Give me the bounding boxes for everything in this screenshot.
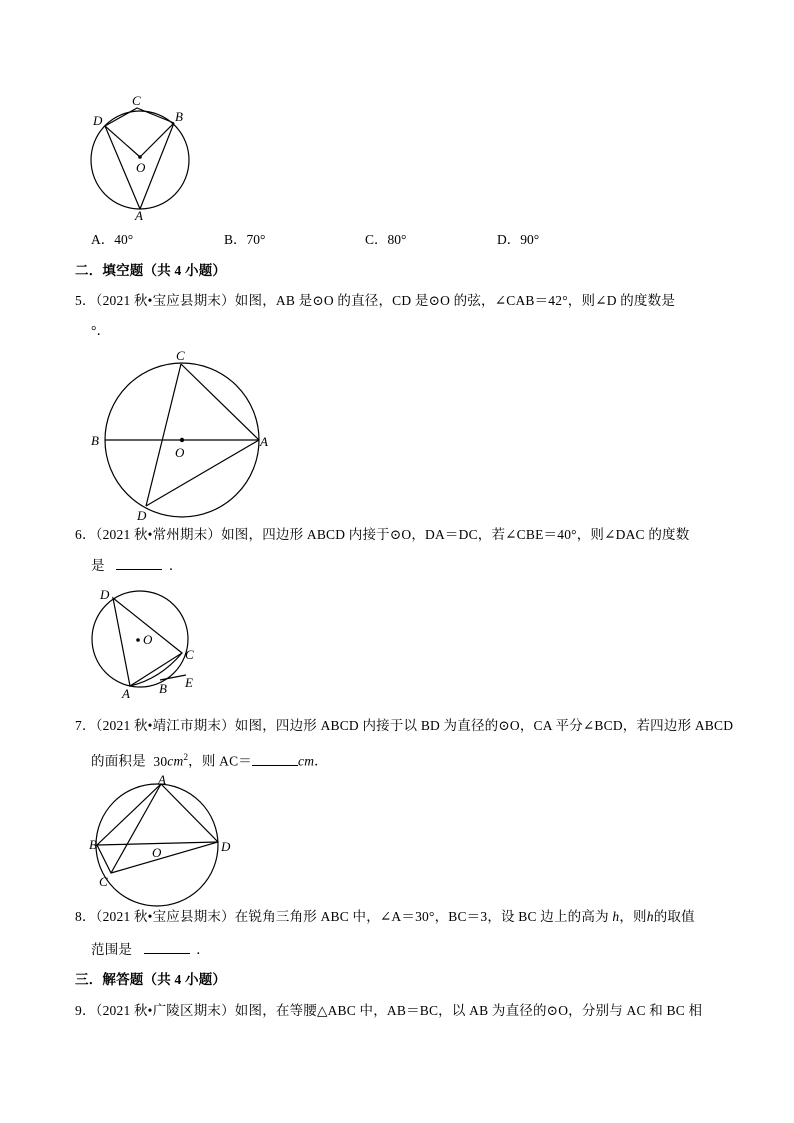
q7-answer-blank[interactable] (252, 752, 298, 766)
q4-option-a: A．40° (91, 232, 134, 247)
q7-label-o: O (152, 845, 162, 860)
q7-text-line2 (91, 748, 328, 771)
q6-label-c: C (185, 647, 194, 662)
q6-label-o: O (143, 632, 153, 647)
q4-option-d: D．90° (497, 232, 540, 247)
q8-text-line2 (91, 940, 210, 959)
q4-label-b: B (175, 109, 183, 124)
q7-area-unit: cm (167, 753, 184, 769)
q4-label-a: A (135, 208, 143, 223)
q7-label-d: D (221, 839, 231, 854)
q6-label-a: A (122, 686, 130, 701)
q4-figure (80, 90, 210, 225)
q6-text-line1: 6．（2021 秋•常州期末）如图，四边形 ABCD 内接于⊙O，DA＝DC，若∠CBE＝40°，则∠DAC 的度数 (75, 527, 690, 542)
q7-label-b: B (89, 837, 97, 852)
q6-figure (85, 585, 215, 700)
q6-line2-prefix: 是 (91, 558, 105, 573)
q4-option-c: C．80° (365, 232, 407, 247)
q5-label-d: D (137, 508, 147, 523)
q6-text-line2 (91, 556, 183, 575)
q4-label-d: D (93, 113, 103, 128)
q8-var-h-2: h (646, 909, 654, 924)
q7-area-exp: 2 (183, 752, 189, 762)
q7-figure (85, 772, 240, 890)
q8-line2-suffix: ． (196, 942, 210, 957)
q4-label-c: C (132, 93, 141, 108)
q8-var-h-1: h (612, 909, 620, 924)
section-3-title: 三．解答题（共 4 小题） (75, 972, 227, 987)
q5-label-b: B (91, 433, 99, 448)
q6-label-b: B (159, 681, 167, 696)
q8-text-line1 (75, 908, 695, 926)
section-2-title: 二．填空题（共 4 小题） (75, 263, 227, 278)
q7-answer-unit: cm (298, 753, 315, 769)
q7-label-a: A (158, 772, 166, 787)
q8-answer-blank[interactable] (144, 940, 190, 954)
q5-text-line2: °． (91, 323, 111, 338)
q7-line2-suffix: ． (314, 753, 328, 769)
q5-text-line1: 5．（2021 秋•宝应县期末）如图，AB 是⊙O 的直径，CD 是⊙O 的弦，∠CAB＝42°，则∠D 的度数是 (75, 293, 676, 308)
q8-line2-prefix: 范围是 (91, 942, 133, 957)
q7-line2-prefix: 的面积是 (91, 753, 146, 769)
q8-line1-suffix: 的取值 (653, 909, 695, 924)
q7-line2-mid: ，则 AC＝ (188, 753, 252, 769)
q6-answer-blank[interactable] (116, 556, 162, 570)
q8-line1-mid: ，则 (619, 909, 647, 924)
q5-label-a: A (260, 434, 268, 449)
q5-label-c: C (176, 348, 185, 363)
q7-area-value: 30 (153, 753, 168, 769)
q7-text-line1: 7．（2021 秋•靖江市期末）如图，四边形 ABCD 内接于以 BD 为直径的⊙O，CA 平分∠BCD，若四边形 ABCD (75, 718, 734, 733)
q7-label-c: C (99, 874, 108, 889)
q6-label-e: E (185, 675, 193, 690)
q5-label-o: O (175, 445, 185, 460)
q9-text-line1: 9．（2021 秋•广陵区期末）如图，在等腰△ABC 中，AB＝BC，以 AB 为直径的⊙O，分别与 AC 和 BC 相 (75, 1003, 703, 1018)
q5-figure (85, 345, 280, 525)
q6-line2-suffix: ． (168, 558, 183, 573)
q4-option-b: B．70° (224, 232, 266, 247)
q6-label-d: D (100, 587, 110, 602)
q4-label-o: O (136, 160, 146, 175)
q8-line1-prefix: 8．（2021 秋•宝应县期末）在锐角三角形 ABC 中，∠A＝30°，BC＝3，设 BC 边上的高为 (75, 909, 609, 924)
